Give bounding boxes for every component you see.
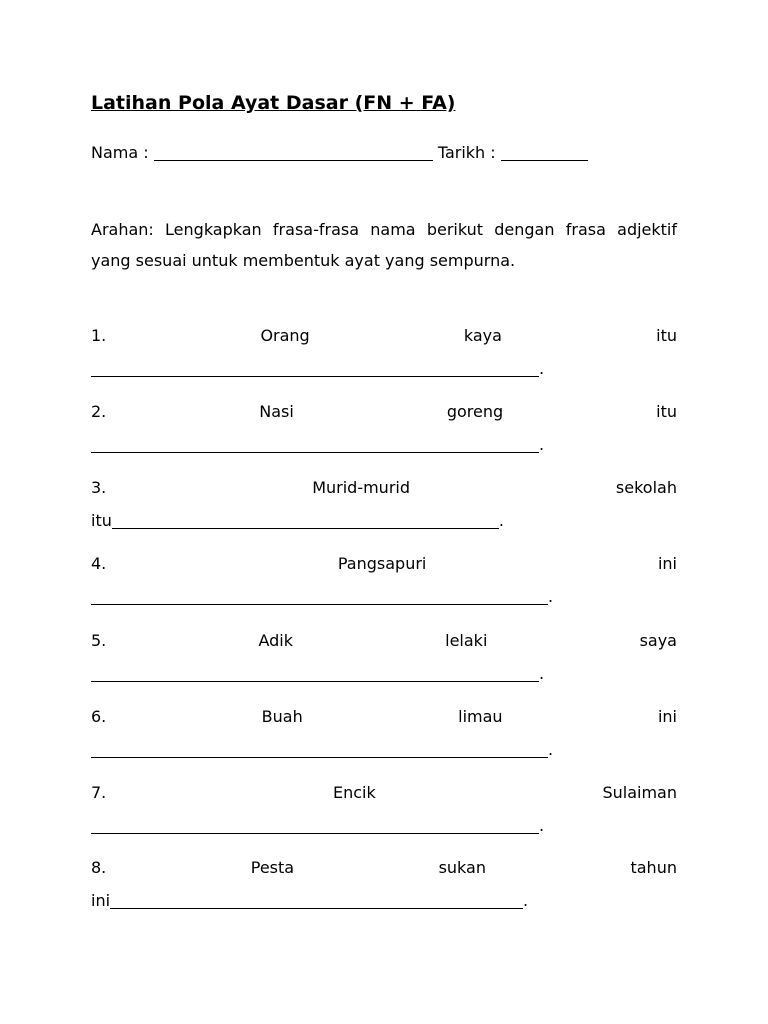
question-word: Pangsapuri: [337, 554, 427, 573]
question-word: Nasi: [259, 402, 294, 421]
question-number: 5.: [91, 631, 107, 650]
answer-line: [91, 816, 544, 835]
answer-line: [91, 891, 528, 910]
answer-line: [91, 664, 544, 683]
answer-blank[interactable]: [91, 590, 548, 605]
question-word: itu: [656, 402, 677, 421]
question-word: Adik: [258, 631, 293, 650]
question-word: Buah: [261, 707, 303, 726]
answer-line: [91, 587, 553, 606]
question-word: goreng: [446, 402, 504, 421]
question-6: [91, 707, 677, 726]
question-number: 7.: [91, 783, 107, 802]
instruction-text: Arahan: Lengkapkan frasa-frasa nama berikut dengan frasa adjektif yang sesuai untuk membentuk ayat yang sempurna.: [91, 220, 677, 270]
sentence-period: .: [548, 740, 554, 759]
answer-blank[interactable]: [110, 894, 523, 909]
answer-line: [91, 435, 544, 454]
question-number: 4.: [91, 554, 107, 573]
answer-blank[interactable]: [91, 819, 539, 834]
question-word: Murid-murid: [312, 478, 410, 497]
question-word: sekolah: [615, 478, 677, 497]
carryover-word: ini: [91, 891, 111, 910]
question-word: saya: [639, 631, 677, 650]
answer-blank[interactable]: [91, 667, 539, 682]
question-2: [91, 402, 677, 421]
sentence-period: .: [523, 891, 529, 910]
question-4: [91, 554, 677, 573]
question-word: ini: [657, 707, 677, 726]
question-word: lelaki: [445, 631, 488, 650]
question-word: sukan: [438, 858, 486, 877]
sentence-period: .: [548, 587, 554, 606]
answer-blank[interactable]: [91, 743, 548, 758]
question-word: Pesta: [250, 858, 295, 877]
question-5: [91, 631, 677, 650]
tarikh-label: Tarikh :: [437, 143, 496, 162]
question-number: 2.: [91, 402, 107, 421]
question-word: kaya: [463, 326, 502, 345]
nama-label: Nama :: [91, 143, 149, 162]
sentence-period: .: [539, 435, 545, 454]
worksheet-title: Latihan Pola Ayat Dasar (FN + FA): [91, 92, 456, 114]
sentence-period: .: [539, 816, 545, 835]
question-number: 6.: [91, 707, 107, 726]
question-word: Encik: [332, 783, 376, 802]
answer-line: [91, 740, 553, 759]
answer-blank[interactable]: [112, 514, 499, 529]
answer-line: [91, 511, 504, 530]
tarikh-blank[interactable]: [501, 144, 588, 161]
question-8: [91, 858, 677, 877]
question-word: itu: [656, 326, 677, 345]
question-3: [91, 478, 677, 497]
answer-line: [91, 359, 544, 378]
question-7: [91, 783, 677, 802]
question-word: Sulaiman: [602, 783, 677, 802]
sentence-period: .: [539, 664, 545, 683]
answer-blank[interactable]: [91, 438, 539, 453]
answer-blank[interactable]: [91, 362, 539, 377]
name-date-line: [91, 143, 588, 162]
question-number: 8.: [91, 858, 107, 877]
question-word: tahun: [630, 858, 677, 877]
question-word: limau: [458, 707, 503, 726]
nama-blank[interactable]: [154, 144, 433, 161]
sentence-period: .: [498, 511, 504, 530]
sentence-period: .: [539, 359, 545, 378]
question-number: 3.: [91, 478, 107, 497]
carryover-word: itu: [91, 511, 112, 530]
question-word: Orang: [260, 326, 310, 345]
question-number: 1.: [91, 326, 107, 345]
question-1: [91, 326, 677, 345]
question-word: ini: [657, 554, 677, 573]
